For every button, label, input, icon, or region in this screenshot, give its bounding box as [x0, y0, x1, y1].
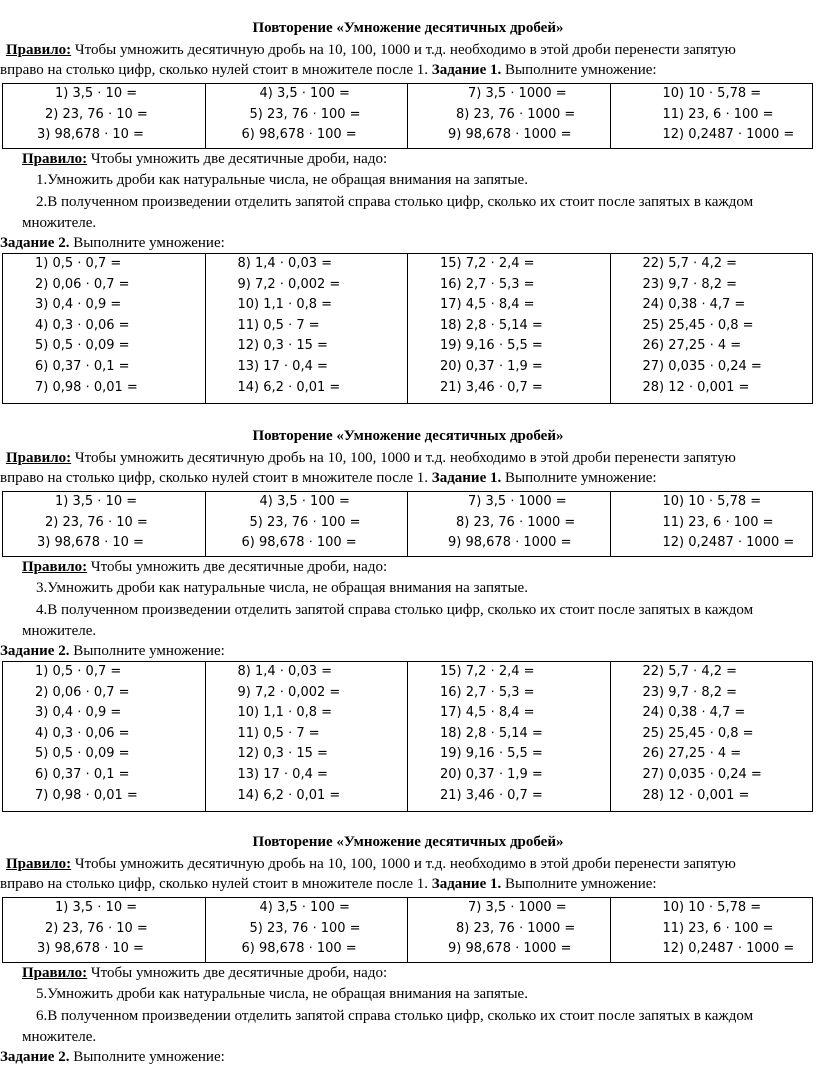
exercise: 11) 23, 6 ⋅ 100 =	[662, 106, 774, 122]
rule-step	[0, 191, 816, 213]
exercise: 23) 9,7 ⋅ 8,2 =	[642, 276, 738, 292]
exercise: 10) 1,1 ⋅ 0,8 =	[237, 705, 333, 721]
rule-2	[0, 149, 816, 169]
exercise: 4) 0,3 ⋅ 0,06 =	[35, 725, 130, 741]
exercise: 17) 4,5 ⋅ 8,4 =	[440, 297, 535, 313]
task-2-table	[2, 661, 813, 812]
section-3	[0, 832, 816, 1067]
exercise: 19) 9,16 ⋅ 5,5 =	[440, 338, 543, 354]
section-1	[0, 18, 816, 404]
exercise: 9) 7,2 ⋅ 0,002 =	[237, 684, 341, 700]
task-2-column	[408, 662, 611, 812]
task-1-column	[610, 84, 813, 149]
exercise: 4) 0,3 ⋅ 0,06 =	[35, 317, 130, 333]
step-number: 2.	[36, 194, 48, 210]
task-1-label: Задание 1.	[431, 470, 502, 486]
task-1-label: Задание 1.	[431, 62, 502, 78]
exercise: 4) 3,5 ⋅ 100 =	[259, 900, 350, 915]
rule-2	[0, 963, 816, 983]
rule-text-continued: вправо на столько цифр, сколько нулей стоит в множителе после 1.	[0, 470, 432, 486]
exercise: 13) 17 ⋅ 0,4 =	[237, 358, 328, 374]
exercise: 25) 25,45 ⋅ 0,8 =	[642, 725, 754, 741]
task-2-label: Задание 2.	[0, 643, 70, 659]
exercise: 20) 0,37 ⋅ 1,9 =	[440, 766, 543, 782]
step-number: 3.	[36, 580, 48, 596]
exercise: 6) 0,37 ⋅ 0,1 =	[35, 766, 130, 782]
exercise: 9) 98,678 ⋅ 1000 =	[448, 127, 572, 142]
exercise: 2) 23, 76 ⋅ 10 =	[45, 106, 148, 122]
exercise: 2) 23, 76 ⋅ 10 =	[45, 514, 148, 530]
task-2-column	[205, 662, 408, 812]
task-2-column	[3, 254, 206, 404]
task-1-text: Выполните умножение:	[501, 876, 657, 892]
task-1-column	[408, 492, 611, 557]
exercise: 7) 0,98 ⋅ 0,01 =	[35, 787, 138, 803]
exercise: 14) 6,2 ⋅ 0,01 =	[237, 787, 341, 803]
exercise: 16) 2,7 ⋅ 5,3 =	[440, 276, 535, 292]
exercise: 15) 7,2 ⋅ 2,4 =	[440, 664, 535, 679]
rule-step	[0, 169, 816, 191]
exercise: 10) 10 ⋅ 5,78 =	[662, 86, 762, 101]
exercise: 6) 98,678 ⋅ 100 =	[241, 941, 357, 956]
rule-step	[0, 1005, 816, 1027]
task-1-column	[205, 492, 408, 557]
task-2-column	[205, 254, 408, 404]
exercise: 1) 0,5 ⋅ 0,7 =	[35, 256, 122, 271]
step-text: В полученном произведении отделить запятой справа столько цифр, сколько их стоит после запятых в каждом	[47, 194, 754, 210]
task-2-label: Задание 2.	[0, 1049, 70, 1065]
exercise: 22) 5,7 ⋅ 4,2 =	[642, 664, 738, 679]
exercise: 26) 27,25 ⋅ 4 =	[642, 338, 742, 354]
step-text-continued: множителе.	[22, 1029, 97, 1045]
rule-text-continued: вправо на столько цифр, сколько нулей стоит в множителе после 1.	[0, 62, 432, 78]
step-text-continued: множителе.	[22, 215, 97, 231]
exercise: 6) 98,678 ⋅ 100 =	[241, 127, 357, 142]
rule-1	[0, 448, 816, 488]
exercise: 24) 0,38 ⋅ 4,7 =	[642, 705, 746, 721]
exercise: 21) 3,46 ⋅ 0,7 =	[440, 379, 543, 395]
exercise: 3) 98,678 ⋅ 10 =	[37, 941, 144, 956]
exercise: 7) 3,5 ⋅ 1000 =	[468, 86, 567, 101]
step-text: Умножить дроби как натуральные числа, не обращая внимания на запятые.	[47, 580, 528, 596]
exercise: 21) 3,46 ⋅ 0,7 =	[440, 787, 543, 803]
rule-text: Чтобы умножить десятичную дробь на 10, 100, 1000 и т.д. необходимо в этой дроби перенести запятую	[71, 42, 736, 58]
task-2-column	[610, 662, 813, 812]
task-1-column	[408, 898, 611, 963]
exercise: 9) 7,2 ⋅ 0,002 =	[237, 276, 341, 292]
exercise: 7) 0,98 ⋅ 0,01 =	[35, 379, 138, 395]
rule-text: Чтобы умножить десятичную дробь на 10, 100, 1000 и т.д. необходимо в этой дроби перенести запятую	[71, 856, 736, 872]
exercise: 2) 0,06 ⋅ 0,7 =	[35, 276, 130, 292]
exercise: 3) 0,4 ⋅ 0,9 =	[35, 297, 122, 313]
exercise: 11) 0,5 ⋅ 7 =	[237, 317, 320, 333]
exercise: 7) 3,5 ⋅ 1000 =	[468, 494, 567, 509]
exercise: 27) 0,035 ⋅ 0,24 =	[642, 766, 762, 782]
exercise: 12) 0,2487 ⋅ 1000 =	[662, 941, 795, 956]
exercise: 23) 9,7 ⋅ 8,2 =	[642, 684, 738, 700]
exercise: 22) 5,7 ⋅ 4,2 =	[642, 256, 738, 271]
task-1-table	[2, 897, 813, 963]
exercise: 24) 0,38 ⋅ 4,7 =	[642, 297, 746, 313]
task-1-column	[205, 898, 408, 963]
rule-label: Правило:	[6, 42, 72, 58]
step-text-continued: множителе.	[22, 623, 97, 639]
rule-text: Чтобы умножить две десятичные дроби, надо:	[87, 559, 388, 575]
exercise: 18) 2,8 ⋅ 5,14 =	[440, 725, 543, 741]
exercise: 10) 1,1 ⋅ 0,8 =	[237, 297, 333, 313]
task-2-column	[610, 254, 813, 404]
section-title: Повторение «Умножение десятичных дробей»	[252, 20, 564, 36]
task-2-column	[408, 254, 611, 404]
task-2-text: Выполните умножение:	[69, 643, 225, 659]
step-number: 6.	[36, 1008, 48, 1024]
exercise: 17) 4,5 ⋅ 8,4 =	[440, 705, 535, 721]
exercise: 8) 23, 76 ⋅ 1000 =	[456, 106, 576, 122]
exercise: 26) 27,25 ⋅ 4 =	[642, 746, 742, 762]
rule-1	[0, 854, 816, 894]
task-1-column	[205, 84, 408, 149]
task-1-column	[3, 492, 206, 557]
exercise: 8) 1,4 ⋅ 0,03 =	[237, 256, 333, 271]
task-1-text: Выполните умножение:	[501, 470, 657, 486]
exercise: 12) 0,3 ⋅ 15 =	[237, 746, 328, 762]
exercise: 11) 23, 6 ⋅ 100 =	[662, 920, 774, 936]
exercise: 1) 3,5 ⋅ 10 =	[55, 494, 138, 509]
exercise: 15) 7,2 ⋅ 2,4 =	[440, 256, 535, 271]
exercise: 1) 3,5 ⋅ 10 =	[55, 900, 138, 915]
exercise: 5) 0,5 ⋅ 0,09 =	[35, 746, 130, 762]
rule-text-continued: вправо на столько цифр, сколько нулей стоит в множителе после 1.	[0, 876, 432, 892]
exercise: 11) 23, 6 ⋅ 100 =	[662, 514, 774, 530]
task-2-table	[2, 253, 813, 404]
exercise: 9) 98,678 ⋅ 1000 =	[448, 941, 572, 956]
exercise: 4) 3,5 ⋅ 100 =	[259, 494, 350, 509]
rule-text: Чтобы умножить две десятичные дроби, надо:	[87, 965, 388, 981]
exercise: 12) 0,3 ⋅ 15 =	[237, 338, 328, 354]
task-1-column	[3, 898, 206, 963]
exercise: 28) 12 ⋅ 0,001 =	[642, 787, 750, 803]
exercise: 6) 98,678 ⋅ 100 =	[241, 535, 357, 550]
step-text: Умножить дроби как натуральные числа, не обращая внимания на запятые.	[47, 986, 528, 1002]
exercise: 27) 0,035 ⋅ 0,24 =	[642, 358, 762, 374]
rule-step	[0, 983, 816, 1005]
rule-text: Чтобы умножить две десятичные дроби, надо:	[87, 151, 388, 167]
exercise: 5) 23, 76 ⋅ 100 =	[249, 106, 361, 122]
exercise: 12) 0,2487 ⋅ 1000 =	[662, 127, 795, 142]
rule-label: Правило:	[22, 965, 88, 981]
task-1-table	[2, 491, 813, 557]
exercise: 8) 23, 76 ⋅ 1000 =	[456, 920, 576, 936]
exercise: 8) 1,4 ⋅ 0,03 =	[237, 664, 333, 679]
exercise: 11) 0,5 ⋅ 7 =	[237, 725, 320, 741]
exercise: 16) 2,7 ⋅ 5,3 =	[440, 684, 535, 700]
exercise: 2) 0,06 ⋅ 0,7 =	[35, 684, 130, 700]
step-text: В полученном произведении отделить запятой справа столько цифр, сколько их стоит после запятых в каждом	[47, 1008, 754, 1024]
exercise: 3) 0,4 ⋅ 0,9 =	[35, 705, 122, 721]
task-1-column	[3, 84, 206, 149]
task-2-column	[3, 662, 206, 812]
rule-label: Правило:	[6, 450, 72, 466]
step-text: Умножить дроби как натуральные числа, не обращая внимания на запятые.	[47, 172, 528, 188]
step-number: 5.	[36, 986, 48, 1002]
exercise: 3) 98,678 ⋅ 10 =	[37, 127, 144, 142]
task-1-text: Выполните умножение:	[501, 62, 657, 78]
exercise: 5) 23, 76 ⋅ 100 =	[249, 514, 361, 530]
rule-2	[0, 557, 816, 577]
task-2-text: Выполните умножение:	[69, 235, 225, 251]
exercise: 2) 23, 76 ⋅ 10 =	[45, 920, 148, 936]
exercise: 8) 23, 76 ⋅ 1000 =	[456, 514, 576, 530]
exercise: 20) 0,37 ⋅ 1,9 =	[440, 358, 543, 374]
rule-step	[0, 577, 816, 599]
exercise: 6) 0,37 ⋅ 0,1 =	[35, 358, 130, 374]
rule-label: Правило:	[22, 151, 88, 167]
exercise: 9) 98,678 ⋅ 1000 =	[448, 535, 572, 550]
task-1-column	[408, 84, 611, 149]
task-1-column	[610, 492, 813, 557]
task-2-heading	[0, 233, 816, 253]
rule-text: Чтобы умножить десятичную дробь на 10, 100, 1000 и т.д. необходимо в этой дроби перенести запятую	[71, 450, 736, 466]
exercise: 5) 0,5 ⋅ 0,09 =	[35, 338, 130, 354]
exercise: 1) 0,5 ⋅ 0,7 =	[35, 664, 122, 679]
rule-label: Правило:	[22, 559, 88, 575]
exercise: 19) 9,16 ⋅ 5,5 =	[440, 746, 543, 762]
exercise: 10) 10 ⋅ 5,78 =	[662, 900, 762, 915]
exercise: 10) 10 ⋅ 5,78 =	[662, 494, 762, 509]
task-1-column	[610, 898, 813, 963]
rule-1	[0, 40, 816, 80]
step-number: 1.	[36, 172, 48, 188]
section-2	[0, 426, 816, 812]
exercise: 25) 25,45 ⋅ 0,8 =	[642, 317, 754, 333]
section-title: Повторение «Умножение десятичных дробей»	[252, 834, 564, 850]
exercise: 1) 3,5 ⋅ 10 =	[55, 86, 138, 101]
exercise: 18) 2,8 ⋅ 5,14 =	[440, 317, 543, 333]
exercise: 28) 12 ⋅ 0,001 =	[642, 379, 750, 395]
exercise: 3) 98,678 ⋅ 10 =	[37, 535, 144, 550]
exercise: 4) 3,5 ⋅ 100 =	[259, 86, 350, 101]
exercise: 13) 17 ⋅ 0,4 =	[237, 766, 328, 782]
task-1-label: Задание 1.	[431, 876, 502, 892]
step-number: 4.	[36, 602, 48, 618]
task-2-heading	[0, 641, 816, 661]
task-2-label: Задание 2.	[0, 235, 70, 251]
exercise: 14) 6,2 ⋅ 0,01 =	[237, 379, 341, 395]
rule-step	[0, 599, 816, 621]
step-text: В полученном произведении отделить запятой справа столько цифр, сколько их стоит после запятых в каждом	[47, 602, 754, 618]
task-1-table	[2, 83, 813, 149]
task-2-heading	[0, 1047, 816, 1067]
exercise: 12) 0,2487 ⋅ 1000 =	[662, 535, 795, 550]
exercise: 7) 3,5 ⋅ 1000 =	[468, 900, 567, 915]
exercise: 5) 23, 76 ⋅ 100 =	[249, 920, 361, 936]
rule-label: Правило:	[6, 856, 72, 872]
task-2-text: Выполните умножение:	[69, 1049, 225, 1065]
section-title: Повторение «Умножение десятичных дробей»	[252, 428, 564, 444]
